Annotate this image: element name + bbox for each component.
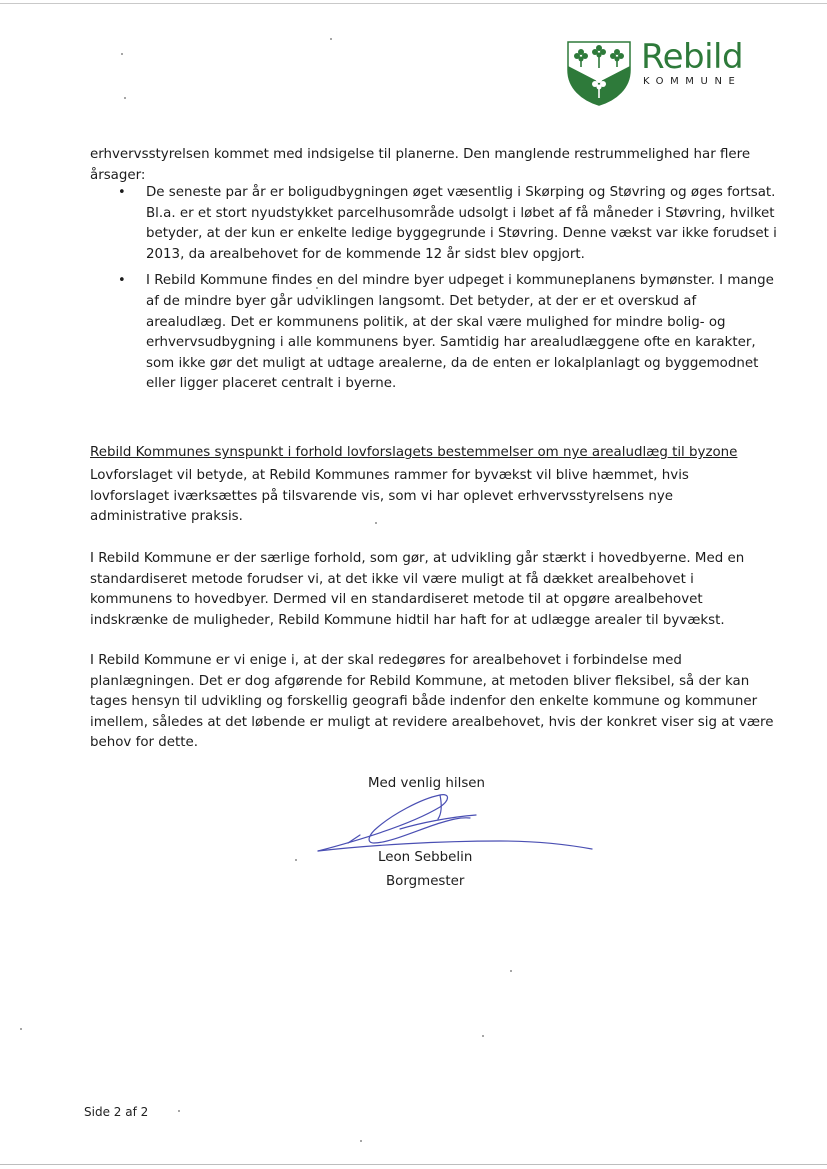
signatory-name: Leon Sebbelin [378, 850, 473, 865]
list-item [118, 183, 778, 265]
scan-speck [121, 53, 123, 55]
scan-speck [124, 97, 126, 99]
scan-speck [330, 38, 332, 40]
scan-speck [482, 1035, 484, 1037]
paragraph-3: I Rebild Kommune er vi enige i, at der skal redegøres for arealbehovet i forbindelse med planlægningen. Det er dog afgørende for Rebild Kommune, at metoden bliver fleksibel, så der kan tages hensyn til udvikling og forskellig geografi både indenfor den enkelte kommune og kommuner imellem, således at det løbende er muligt at revidere arealbehovet, hvis der konkret viser sig at være behov for dette. [90, 653, 774, 751]
scan-speck [20, 1028, 22, 1030]
scan-speck [360, 1140, 362, 1142]
reasons-list [118, 183, 778, 395]
logo-name: Rebild [641, 37, 744, 77]
section-heading: Rebild Kommunes synspunkt i forhold lovforslagets bestemmelser om nye arealudlæg til byzone [90, 445, 738, 460]
bullet-text: I Rebild Kommune findes en del mindre byer udpeget i kommuneplanens bymønster. I mange af de mindre byer går udviklingen langsomt. Det betyder, at der er et overskud af arealudlæg. Det er kommunens politik, at der skal være mulighed for mindre bolig- og erhvervsudbygning i alle kommunens byer. Samtidig har arealudlæggene ofte en karakter, som ikke gør det muligt at udtage arealerne, da de enten er lokalplanlagt og byggemodnet eller ligger placeret centralt i byerne. [146, 273, 774, 392]
closing-greeting: Med venlig hilsen [368, 776, 486, 791]
intro-paragraph: erhvervsstyrelsen kommet med indsigelse til planerne. Den manglende restrummelighed har flere årsager: [90, 147, 751, 183]
scan-speck [295, 859, 297, 861]
paragraph-1: Lovforslaget vil betyde, at Rebild Kommunes rammer for byvækst vil blive hæmmet, hvis lovforslaget iværksættes på tilsvarende vis, som vi har oplevet erhvervsstyrelsens nye administrative praksis. [90, 468, 689, 525]
scan-speck [178, 1110, 180, 1112]
municipal-shield-icon [566, 40, 632, 106]
scan-edge-bottom [0, 1164, 827, 1165]
page-number: Side 2 af 2 [84, 1105, 149, 1119]
paragraph-2: I Rebild Kommune er der særlige forhold, som gør, at udvikling går stærkt i hovedbyerne. Med en standardiseret metode forudser vi, at det ikke vil være muligt at få dækket arealbehovet i kommunens to hovedbyer. Dermed vil en standardiseret metode til at opgøre arealbehovet indskrænke de muligheder, Rebild Kommune hidtil har haft for at udlægge arealer til byvækst. [90, 551, 745, 628]
bullet-icon: • [118, 185, 126, 200]
list-item [118, 271, 778, 395]
scan-speck [510, 970, 512, 972]
rebild-kommune-logo [566, 37, 766, 106]
signatory-title: Borgmester [386, 874, 465, 889]
logo-subtitle: KOMMUNE [643, 76, 742, 87]
bullet-text: De seneste par år er boligudbygningen øget væsentlig i Skørping og Støvring og øges fortsat. Bl.a. er et stort nyudstykket parcelhusområde udsolgt i løbet af få måneder i Støvring, hvilket betyder, at der kun er enkelte ledige byggegrunde i Støvring. Denne vækst var ikke forudset i 2013, da arealbehovet for de kommende 12 år sidst blev opgjort. [146, 185, 777, 262]
bullet-icon: • [118, 273, 126, 289]
scan-edge-top [0, 3, 827, 4]
